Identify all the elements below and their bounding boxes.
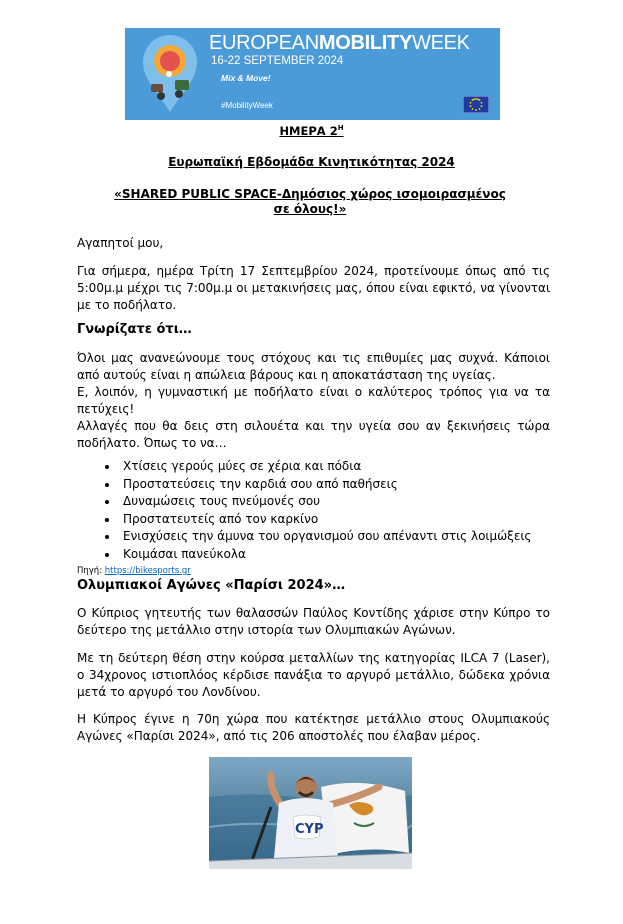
banner-dates: 16-22 SEPTEMBER 2024 [211, 55, 344, 67]
theme-title: «SHARED PUBLIC SPACE-Δημόσιος χώρος ισομοιρασμένος σε όλους!» [114, 187, 506, 216]
source-label: Πηγή: [77, 566, 103, 576]
list-item: • Χτίσεις γερούς μύες σε χέρια και πόδια [119, 458, 592, 476]
location-pin-logo-icon [141, 34, 199, 114]
did-you-know-paragraph-2: Ε, λοιπόν, η γυμναστική με ποδήλατο είναι ο καλύτερος τρόπος για να τα πετύχεις! [77, 385, 550, 416]
source-link[interactable]: https://bikesports.gr [104, 566, 191, 576]
olympics-paragraph-1: Ο Κύπριος γητευτής των θαλασσών Παύλος Κοντίδης χάρισε στην Κύπρο το δεύτερο της μετάλλιο στην ιστορία των Ολυμπιακών Αγώνων. [77, 606, 550, 637]
week-title: Ευρωπαϊκή Εβδομάδα Κινητικότητας 2024 [168, 155, 455, 169]
banner-title: EUROPEANMOBILITYWEEK [209, 32, 470, 54]
list-item: • Ενισχύσεις την άμυνα του οργανισμού σου απέναντι στις λοιμώξεις [119, 528, 592, 546]
day-heading: ΗΜΕΡΑ $2^H$ [279, 124, 344, 138]
intro-paragraph: Για σήμερα, ημέρα Τρίτη 17 Σεπτεμβρίου 2024, προτείνουμε όπως από τις 5:00μ.μ μέχρι τις 7:00μ.μ οι μετακινήσεις μας, όπου είναι εφικτό, να γίνονται με το ποδήλατο. [77, 264, 550, 312]
source-line [77, 566, 191, 576]
greeting: Αγαπητοί μου, [77, 236, 164, 250]
benefits-list [77, 458, 592, 564]
olympics-paragraph-3: Η Κύπρος έγινε η 70η χώρα που κατέκτησε μετάλλιο στους Ολυμπιακούς Αγώνες «Παρίσι 2024», από τις 206 αποστολές που έλαβαν μέρος. [77, 712, 550, 743]
sailor-photo [209, 757, 412, 869]
did-you-know-paragraph-1: Όλοι μας ανανεώνουμε τους στόχους και τις επιθυμίες μας συχνά. Κάποιοι από αυτούς είναι η απώλεια βάρους και η αποκατάσταση της υγείας. [77, 351, 550, 382]
eu-flag-icon [463, 96, 489, 113]
shirt-cyp-text: CYP [295, 822, 324, 837]
list-item: • Προστατεύσεις την καρδιά σου από παθήσεις [119, 476, 592, 494]
list-item: • Δυναμώσεις τους πνεύμονές σου [119, 493, 592, 511]
list-item: • Κοιμάσαι πανεύκολα [119, 546, 592, 564]
banner-hashtag: #MobilityWeek [221, 101, 273, 110]
mobility-week-banner [125, 28, 500, 120]
banner-slogan: Mix & Move! [221, 73, 271, 83]
olympics-paragraph-2: Με τη δεύτερη θέση στην κούρσα μεταλλίων της κατηγορίας ILCA 7 (Laser), ο 34χρονος ιστιοπλόος κέρδισε πανάξια το αργυρό μετάλλιο, δώδεκα χρόνια μετά το αργυρό του Λονδίνου. [77, 651, 550, 699]
did-you-know-heading: Γνωρίζατε ότι… [77, 322, 192, 337]
did-you-know-paragraph-3: Αλλαγές που θα δεις στη σιλουέτα και την υγεία σου αν ξεκινήσεις τώρα ποδήλατο. Όπως το να… [77, 419, 550, 450]
list-item: • Προστατευτείς από τον καρκίνο [119, 511, 592, 529]
olympics-heading: Ολυμπιακοί Αγώνες «Παρίσι 2024»… [77, 578, 346, 593]
